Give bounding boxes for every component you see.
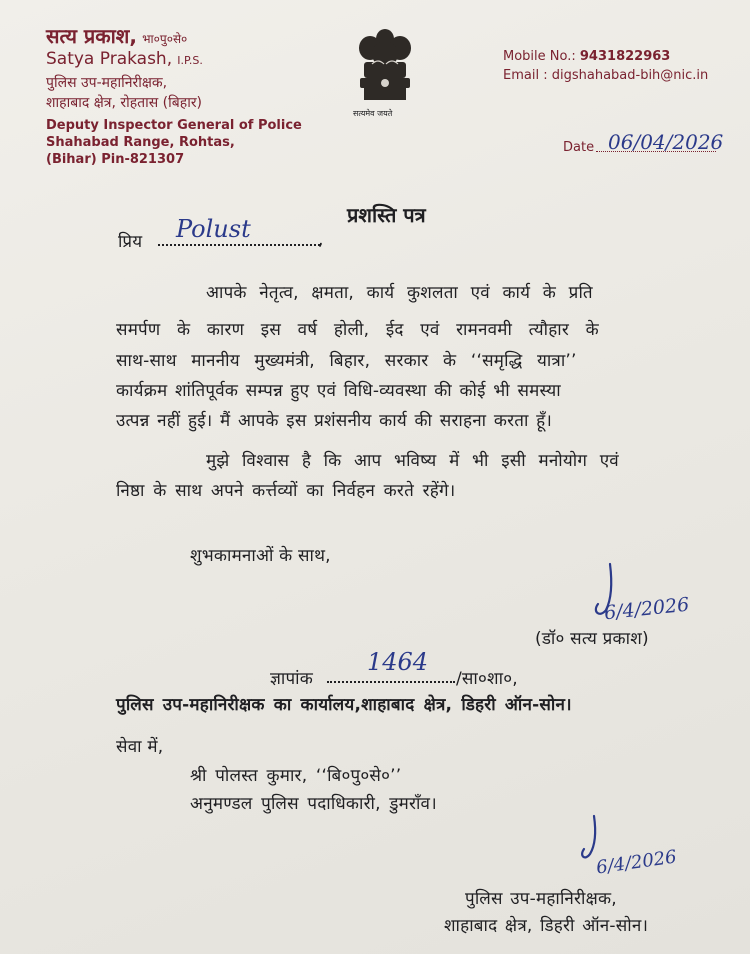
footer-designation: पुलिस उप-महानिरीक्षक,	[465, 889, 617, 909]
second-signature-date: 6/4/2026	[594, 846, 678, 879]
memo-label: ज्ञापांक	[270, 669, 314, 689]
emblem-motto: सत्यमेव जयते	[353, 109, 393, 118]
memo-suffix: /सा०शा०,	[456, 669, 518, 689]
date-label: Date	[563, 140, 595, 155]
recipient-handwritten: Polust	[176, 215, 251, 243]
email-line	[503, 68, 708, 83]
mobile-line	[503, 49, 670, 64]
memo-dotted-line	[327, 681, 455, 683]
to-label: सेवा में,	[116, 737, 164, 757]
memo-number-handwritten: 1464	[367, 648, 429, 676]
paragraph2-line1: मुझे विश्वास है कि आप भविष्य में भी इसी मनोयोग एवं	[206, 451, 619, 471]
header-range-hindi: शाहाबाद क्षेत्र, रोहतास (बिहार)	[46, 95, 203, 111]
paragraph1-line2: समर्पण के कारण इस वर्ष होली, ईद एवं रामनवमी त्यौहार के	[116, 320, 599, 340]
paragraph1-line5: उत्पन्न नहीं हुई। मैं आपके इस प्रशंसनीय कार्य की सराहना करता हूँ।	[116, 411, 553, 431]
header-designation-english: Deputy Inspector General of Police	[46, 118, 302, 133]
header-name-english: Satya Prakash,	[46, 49, 173, 69]
signature-date: 6/4/2026	[603, 593, 691, 625]
header-name-hindi-line	[46, 22, 187, 49]
header-designation-hindi: पुलिस उप-महानिरीक्षक,	[46, 75, 168, 91]
to-designation: अनुमण्डल पुलिस पदाधिकारी, डुमराँव।	[190, 794, 437, 814]
letter-title: प्रशस्ति पत्र	[347, 203, 426, 227]
mobile-label: Mobile No.:	[503, 49, 576, 64]
office-line: पुलिस उप-महानिरीक्षक का कार्यालय,शाहाबाद क्षेत्र, डिहरी ऑन-सोन।	[116, 695, 572, 715]
recipient-line	[158, 244, 320, 246]
paragraph1-line4: कार्यक्रम शांतिपूर्वक सम्पन्न हुए एवं विधि-व्यवस्था की कोई भी समस्या	[116, 381, 561, 401]
header-ips-hindi: भा०पु०से०	[142, 32, 188, 46]
salutation: प्रिय	[118, 232, 143, 252]
header-name-english-line	[46, 49, 203, 69]
paragraph1-line1: आपके नेतृत्व, क्षमता, कार्य कुशलता एवं कार्य के प्रति	[206, 283, 593, 303]
paragraph1-line3: साथ-साथ माननीय मुख्यमंत्री, बिहार, सरकार के ‘‘समृद्धि यात्रा’’	[116, 351, 577, 371]
header-name-hindi: सत्य प्रकाश,	[46, 24, 138, 48]
email-address: digshahabad-bih@nic.in	[551, 68, 709, 83]
header-range-english: Shahabad Range, Rohtas,	[46, 135, 235, 150]
closing: शुभकामनाओं के साथ,	[190, 546, 331, 566]
header-pin-english: (Bihar) Pin-821307	[46, 152, 185, 167]
mobile-number: 9431822963	[579, 49, 671, 64]
salutation-comma: ,	[318, 230, 324, 250]
date-handwritten: 06/04/2026	[608, 130, 724, 154]
signatory-name: (डॉ० सत्य प्रकाश)	[535, 629, 649, 649]
to-name: श्री पोलस्त कुमार, ‘‘बि०पु०से०’’	[190, 766, 402, 786]
header-ips-english: I.P.S.	[177, 54, 203, 67]
paragraph2-line2: निष्ठा के साथ अपने कर्त्तव्यों का निर्वहन करते रहेंगे।	[116, 481, 456, 501]
email-label: Email :	[503, 68, 548, 83]
footer-location: शाहाबाद क्षेत्र, डिहरी ऑन-सोन।	[444, 916, 649, 936]
